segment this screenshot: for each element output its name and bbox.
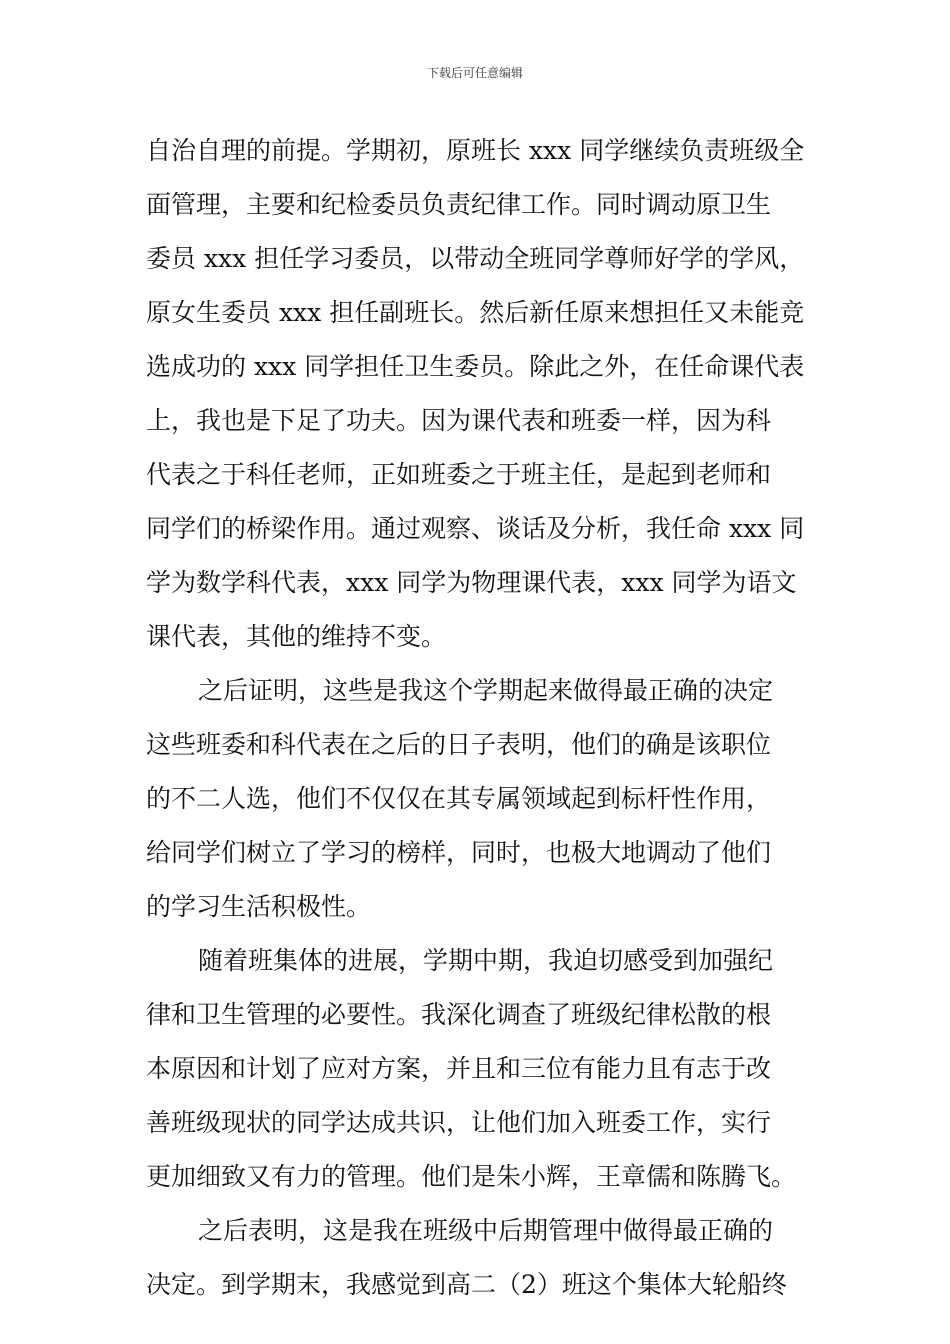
document-body: [146, 124, 810, 1312]
text-line: 原女生委员 xxx 担任副班长。然后新任原来想担任又未能竞: [146, 298, 805, 327]
text-line: 学为数学科代表，xxx 同学为物理课代表，xxx 同学为语文: [146, 568, 797, 597]
text-line: 的不二人选，他们不仅仅在其专属领域起到标杆性作用，: [146, 784, 772, 813]
text-line: 代表之于科任老师，正如班委之于班主任，是起到老师和: [146, 460, 772, 489]
text-line: 律和卫生管理的必要性。我深化调查了班级纪律松散的根: [146, 1000, 772, 1029]
text-line: 上，我也是下足了功夫。因为课代表和班委一样，因为科: [146, 406, 772, 435]
text-line: 善班级现状的同学达成共识，让他们加入班委工作，实行: [146, 1108, 772, 1137]
paragraph-start-line: 之后表明，这是我在班级中后期管理中做得最正确的: [198, 1216, 774, 1245]
text-line: 更加细致又有力的管理。他们是朱小辉，王章儒和陈腾飞。: [146, 1162, 797, 1191]
text-line: 选成功的 xxx 同学担任卫生委员。除此之外，在任命课代表: [146, 352, 805, 381]
paragraph-start-line: 之后证明，这些是我这个学期起来做得最正确的决定: [198, 676, 774, 705]
text-line: 决定。到学期末，我感觉到高二（2）班这个集体大轮船终: [146, 1270, 787, 1299]
text-line: 这些班委和科代表在之后的日子表明，他们的确是该职位: [146, 730, 772, 759]
text-line: 课代表，其他的维持不变。: [146, 622, 447, 651]
text-line: 的学习生活积极性。: [146, 892, 372, 921]
text-line: 同学们的桥梁作用。通过观察、谈话及分析，我任命 xxx 同: [146, 514, 805, 543]
text-line: 委员 xxx 担任学习委员，以带动全班同学尊师好学的学风，: [146, 244, 805, 273]
text-line: 本原因和计划了应对方案，并且和三位有能力且有志于改: [146, 1054, 772, 1083]
text-line: 面管理，主要和纪检委员负责纪律工作。同时调动原卫生: [146, 190, 772, 219]
paragraph-start-line: 随着班集体的进展，学期中期，我迫切感受到加强纪: [198, 946, 774, 975]
text-line: 给同学们树立了学习的榜样，同时，也极大地调动了他们: [146, 838, 772, 867]
page-header: 下载后可任意编辑: [426, 66, 523, 80]
text-line: 自治自理的前提。学期初，原班长 xxx 同学继续负责班级全: [146, 136, 805, 165]
